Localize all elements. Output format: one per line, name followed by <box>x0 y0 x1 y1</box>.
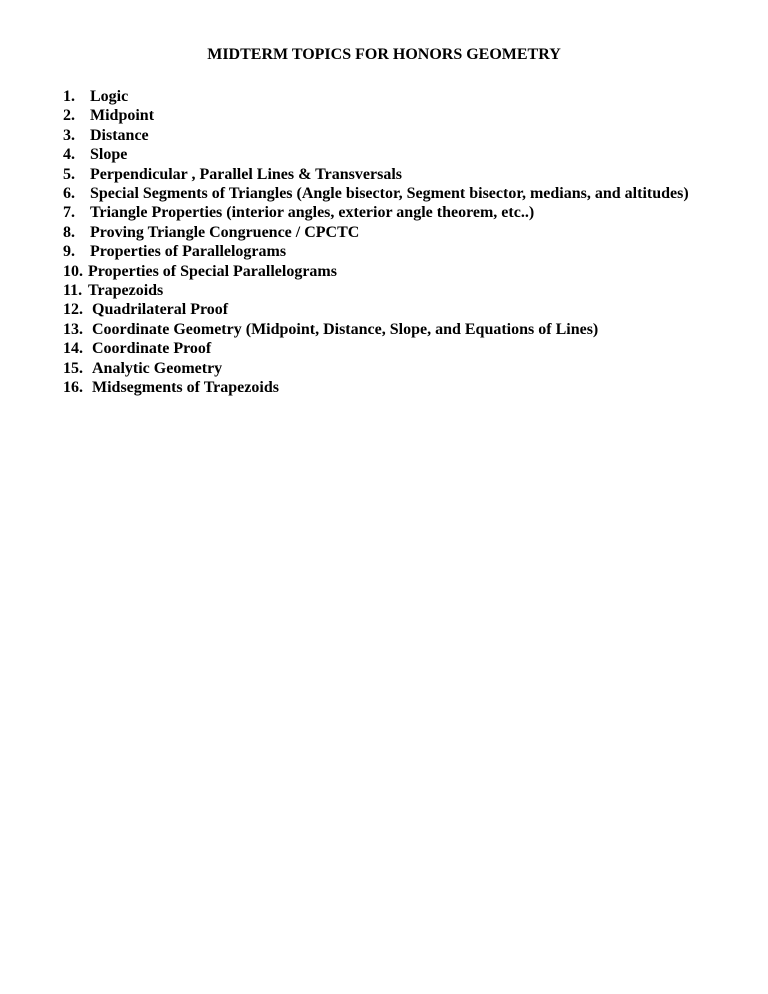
item-text: Analytic Geometry <box>92 359 223 377</box>
item-number: 16. <box>63 379 83 397</box>
list-item <box>63 145 703 164</box>
item-number: 7. <box>63 204 75 222</box>
list-item <box>63 203 703 222</box>
list-item <box>63 262 703 281</box>
list-item <box>63 87 703 106</box>
list-item <box>63 359 703 378</box>
item-number: 8. <box>63 223 75 241</box>
item-number: 15. <box>63 359 83 377</box>
item-text: Midsegments of Trapezoids <box>92 379 279 397</box>
item-text: Midpoint <box>90 107 155 125</box>
item-text: Properties of Parallelograms <box>90 243 287 261</box>
item-number: 2. <box>63 107 75 125</box>
item-number: 3. <box>63 126 75 144</box>
list-item <box>63 184 703 203</box>
item-text: Proving Triangle Congruence / CPCTC <box>90 223 360 241</box>
list-item <box>63 339 703 358</box>
item-number: 4. <box>63 146 75 164</box>
list-item <box>63 281 703 300</box>
item-text: Triangle Properties (interior angles, exterior angle theorem, etc..) <box>90 204 535 222</box>
list-item <box>63 378 703 397</box>
item-number: 13. <box>63 320 83 338</box>
item-number: 5. <box>63 165 75 183</box>
topic-list <box>63 87 703 398</box>
item-number: 11. <box>63 282 83 300</box>
item-text: Properties of Special Parallelograms <box>88 262 337 280</box>
item-number: 10. <box>63 262 83 280</box>
list-item <box>63 242 703 261</box>
page-title: MIDTERM TOPICS FOR HONORS GEOMETRY <box>207 46 561 63</box>
list-item <box>63 300 703 319</box>
item-text: Distance <box>90 126 149 144</box>
item-text: Logic <box>90 88 129 105</box>
list-item <box>63 320 703 339</box>
list-item <box>63 165 703 184</box>
list-item <box>63 106 703 125</box>
item-text: Slope <box>90 146 128 164</box>
item-number: 12. <box>63 301 83 319</box>
item-number: 14. <box>63 340 83 358</box>
item-number: 1. <box>63 88 75 105</box>
item-number: 6. <box>63 185 75 203</box>
list-item <box>63 126 703 145</box>
item-text: Coordinate Proof <box>92 340 212 358</box>
item-text: Perpendicular , Parallel Lines & Transversals <box>90 165 402 183</box>
item-text: Quadrilateral Proof <box>92 301 229 319</box>
item-text: Trapezoids <box>88 282 164 300</box>
item-text: Coordinate Geometry (Midpoint, Distance, Slope, and Equations of Lines) <box>92 320 599 338</box>
item-text: Special Segments of Triangles (Angle bisector, Segment bisector, medians, and altitudes) <box>90 185 689 203</box>
list-item <box>63 223 703 242</box>
item-number: 9. <box>63 243 75 261</box>
